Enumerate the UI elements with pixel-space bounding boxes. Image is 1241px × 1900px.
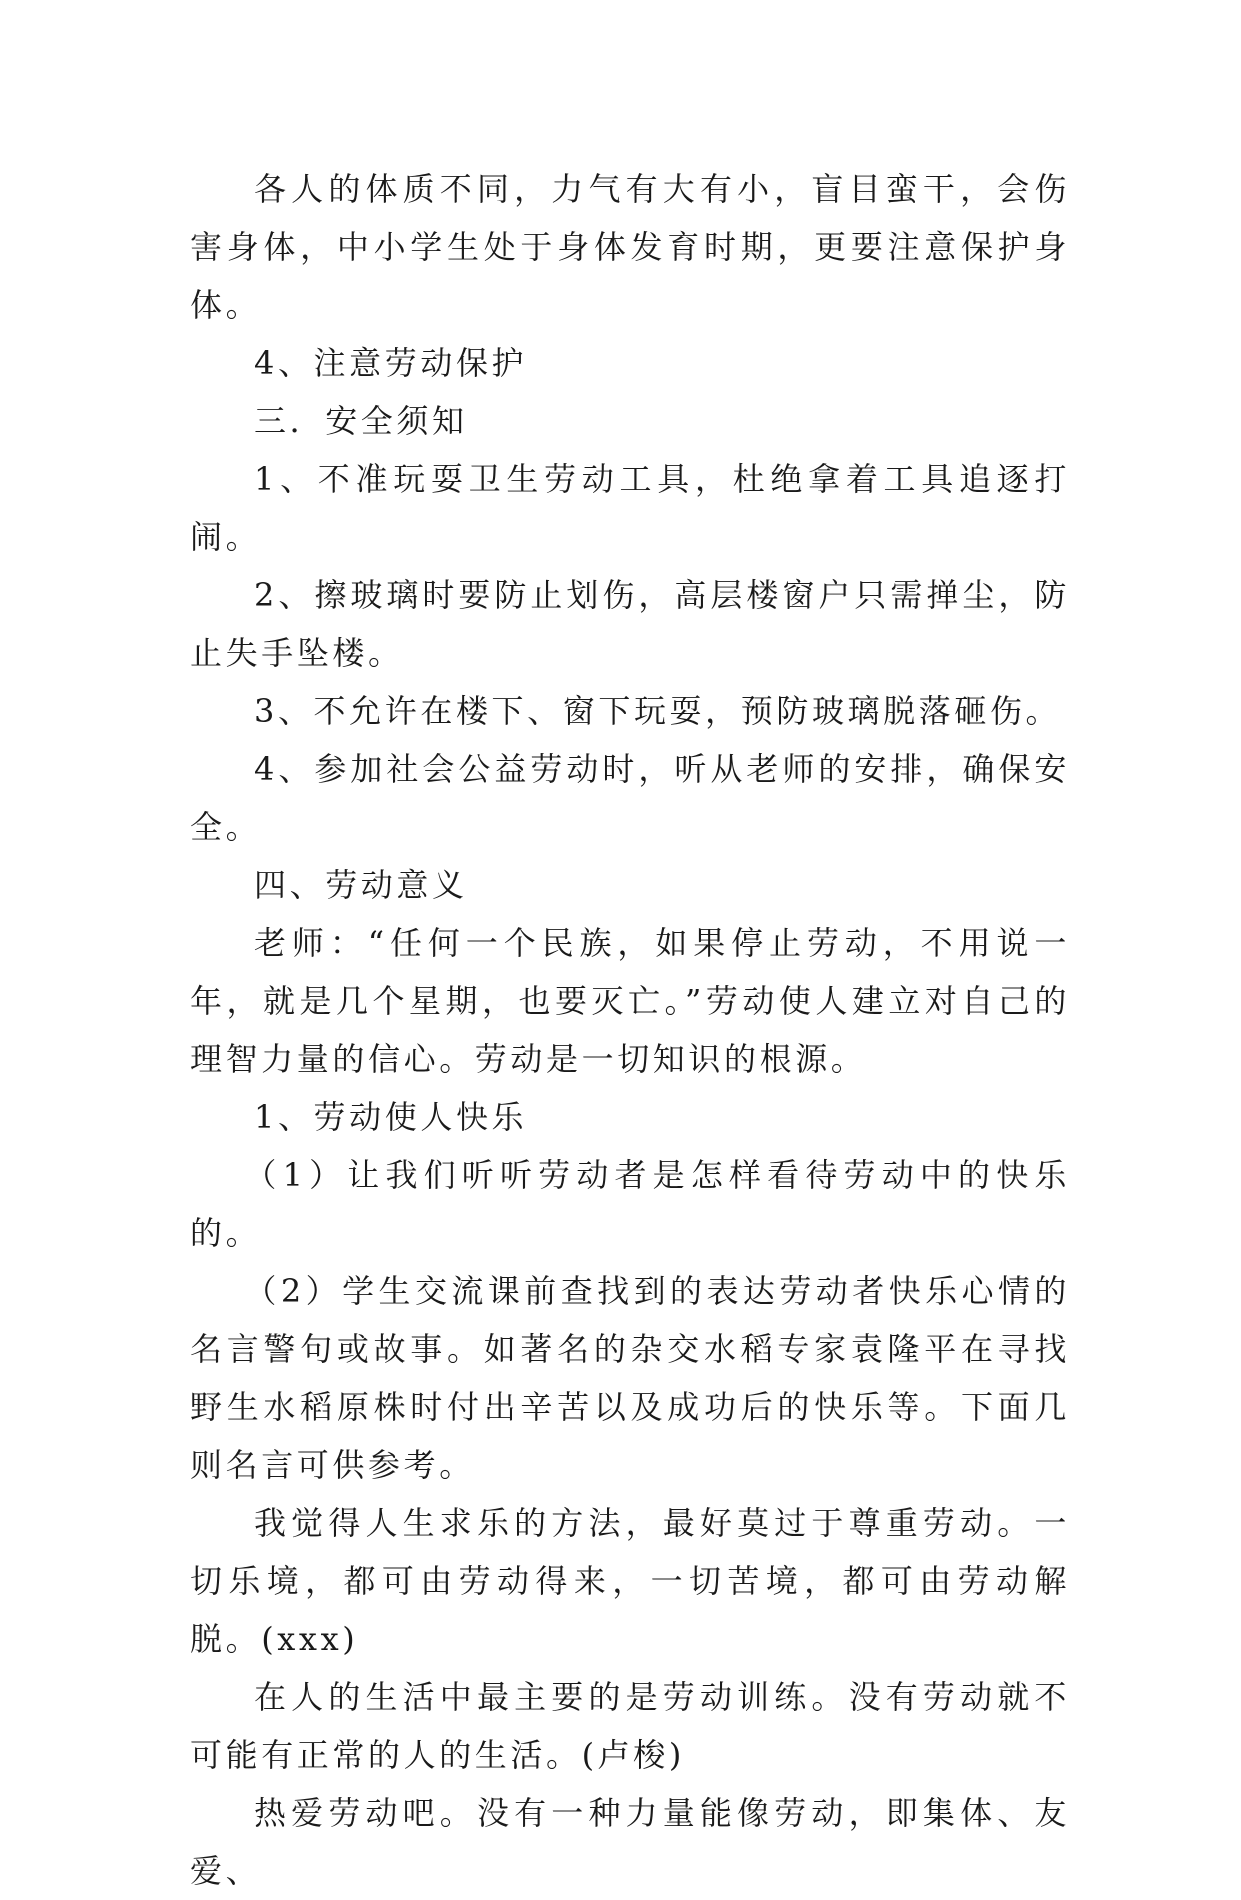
- paragraph-quote-3: 热爱劳动吧。没有一种力量能像劳动，即集体、友爱、: [190, 1794, 1070, 1890]
- paragraph-safety-2: 2、擦玻璃时要防止划伤，高层楼窗户只需掸尘，防止失手坠楼。: [190, 576, 1070, 672]
- paragraph-safety-1: 1、不准玩耍卫生劳动工具，杜绝拿着工具追逐打闹。: [190, 460, 1070, 556]
- paragraph-teacher-quote: 老师：“任何一个民族，如果停止劳动，不用说一年，就是几个星期，也要灭亡。”劳动使人建立对自己的理智力量的信心。劳动是一切知识的根源。: [190, 924, 1070, 1078]
- paragraph-quote-1: 我觉得人生求乐的方法，最好莫过于尊重劳动。一切乐境，都可由劳动得来，一切苦境，都可由劳动解脱。(xxx): [190, 1504, 1070, 1658]
- paragraph-sub-2: （2）学生交流课前查找到的表达劳动者快乐心情的名言警句或故事。如著名的杂交水稻专家袁隆平在寻找野生水稻原株时付出辛苦以及成功后的快乐等。下面几则名言可供参考。: [190, 1272, 1070, 1484]
- section-heading-safety: 三．安全须知: [254, 402, 468, 440]
- document-page: [190, 160, 1070, 1900]
- paragraph-sub-1: （1）让我们听听劳动者是怎样看待劳动中的快乐的。: [190, 1156, 1070, 1252]
- paragraph-labor-protection-heading: 4、注意劳动保护: [254, 344, 528, 382]
- paragraph-safety-3: 3、不允许在楼下、窗下玩耍，预防玻璃脱落砸伤。: [254, 692, 1062, 730]
- paragraph-quote-2: 在人的生活中最主要的是劳动训练。没有劳动就不可能有正常的人的生活。(卢梭): [190, 1678, 1070, 1774]
- paragraph-physique: 各人的体质不同，力气有大有小，盲目蛮干，会伤害身体，中小学生处于身体发育时期，更要注意保护身体。: [190, 170, 1070, 324]
- paragraph-labor-happiness-heading: 1、劳动使人快乐: [254, 1098, 528, 1136]
- section-heading-meaning: 四、劳动意义: [254, 866, 468, 904]
- paragraph-safety-4: 4、参加社会公益劳动时，听从老师的安排，确保安全。: [190, 750, 1070, 846]
